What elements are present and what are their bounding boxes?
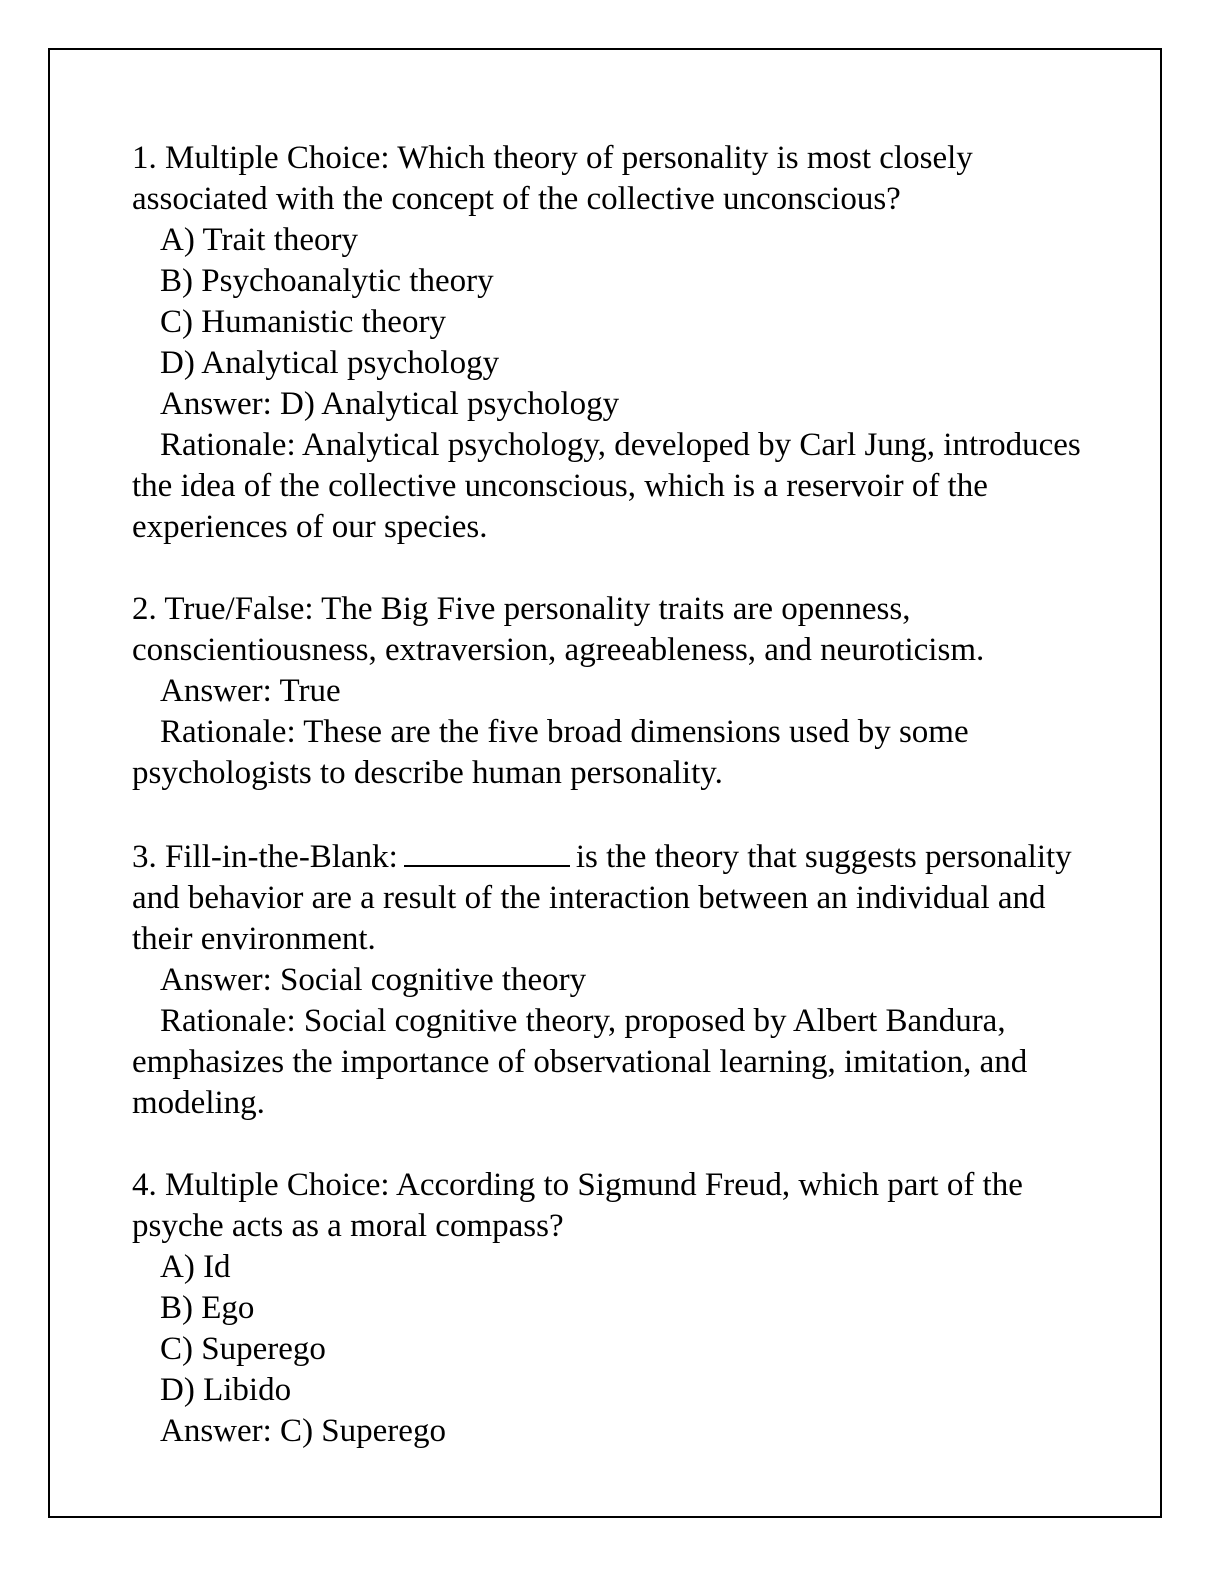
answer-option: A) Trait theory (160, 222, 358, 258)
question-stem: 4. Multiple Choice: According to Sigmund Freud, which part of the psyche acts as a moral compass? (132, 1167, 1032, 1244)
rationale-text: Rationale: Social cognitive theory, proposed by Albert Bandura, emphasizes the importance of observational learning, imitation, and modeling. (132, 1003, 1036, 1121)
answer-text: Answer: D) Analytical psychology (160, 386, 620, 422)
stem-before-blank: 3. Fill-in-the-Blank: (132, 839, 398, 875)
rationale-text: Rationale: These are the five broad dimensions used by some psychologists to describe human personality. (132, 714, 977, 791)
question-stem (132, 835, 1092, 960)
rationale-text: Rationale: Analytical psychology, developed by Carl Jung, introduces the idea of the collective unconscious, which is a reservoir of the experiences of our species. (132, 427, 1089, 545)
question-2 (132, 589, 1092, 794)
answer-option: C) Superego (160, 1331, 326, 1367)
document-body (132, 138, 1092, 1493)
answer-option: B) Ego (160, 1290, 255, 1326)
question-4 (132, 1165, 1092, 1452)
stem-after-blank: is the theory that suggests personality and behavior are a result of the interaction between an individual and their environment. (132, 839, 1080, 957)
answer-text: Answer: True (160, 673, 341, 709)
question-stem: 2. True/False: The Big Five personality traits are openness, conscientiousness, extraversion, agreeableness, and neuroticism. (132, 591, 985, 668)
answer-option: C) Humanistic theory (160, 304, 446, 340)
answer-option: D) Libido (160, 1372, 292, 1408)
fill-in-blank-line (404, 835, 570, 867)
answer-option: B) Psychoanalytic theory (160, 263, 494, 299)
question-stem: 1. Multiple Choice: Which theory of personality is most closely associated with the concept of the collective unconscious? (132, 140, 982, 217)
answer-text: Answer: C) Superego (160, 1413, 446, 1449)
answer-option: A) Id (160, 1249, 231, 1285)
question-3 (132, 835, 1092, 1124)
answer-option: D) Analytical psychology (160, 345, 500, 381)
question-1 (132, 138, 1092, 548)
answer-text: Answer: Social cognitive theory (160, 962, 587, 998)
